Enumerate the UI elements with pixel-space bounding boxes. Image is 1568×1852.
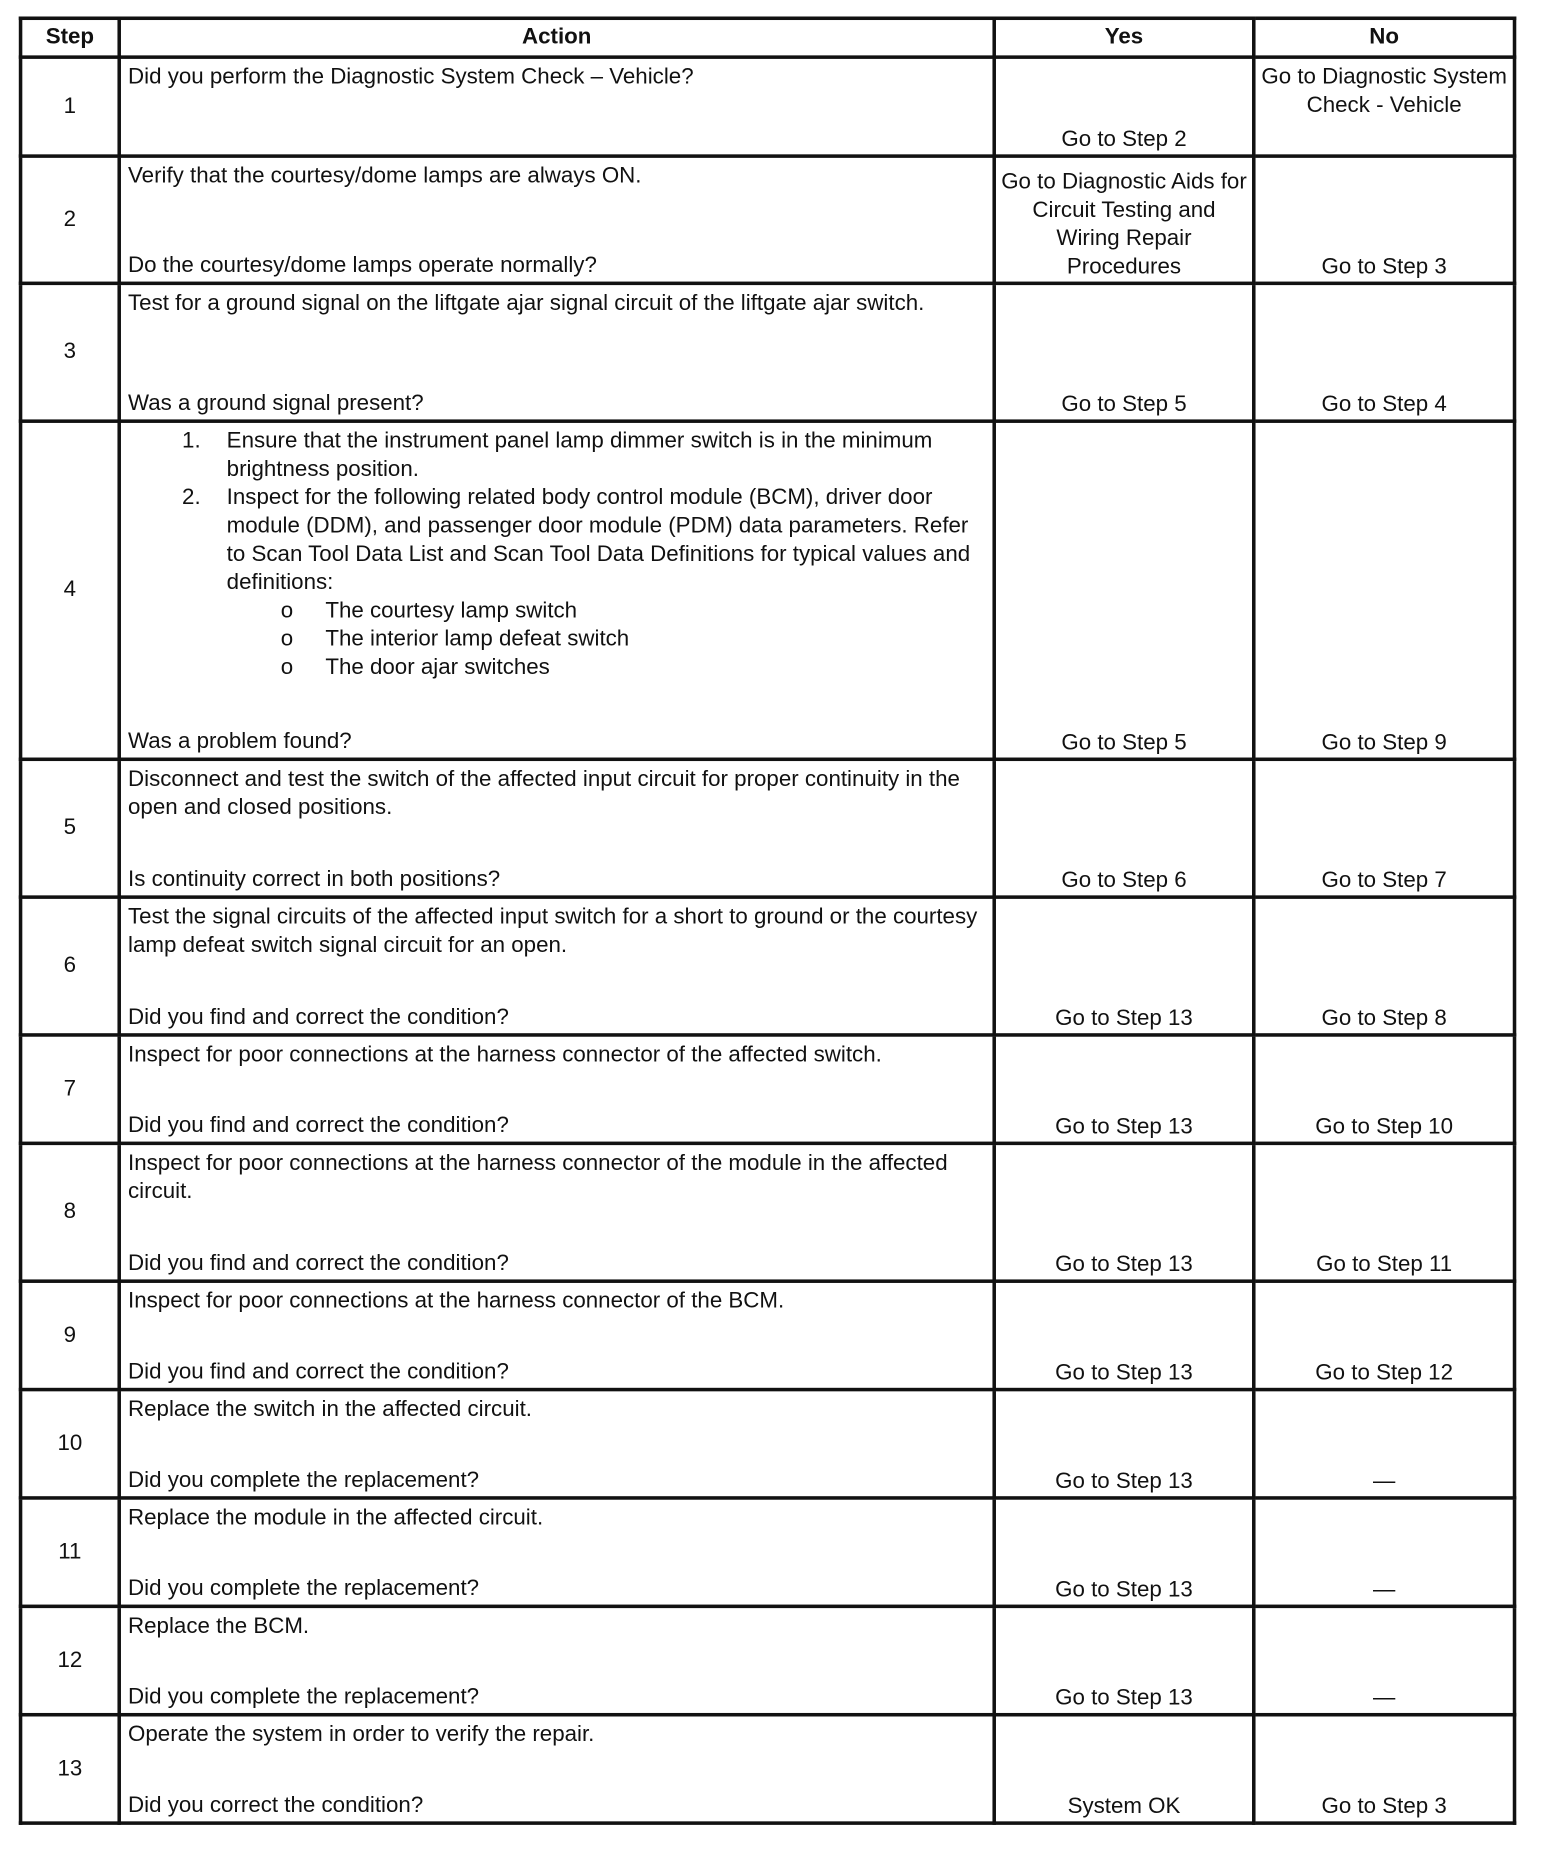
action-cell <box>119 1390 994 1498</box>
step-number: 3 <box>21 283 120 421</box>
no-cell <box>1254 283 1515 421</box>
action-question: Did you find and correct the condition? <box>128 1113 509 1139</box>
action-question: Did you complete the replacement? <box>128 1684 480 1710</box>
table-row <box>21 1715 1515 1823</box>
no-result: — <box>1372 1469 1396 1494</box>
action-instruction: Replace the BCM. <box>128 1613 310 1639</box>
yes-result: Go to Step 5 <box>1061 392 1187 418</box>
no-result: Go to Step 4 <box>1321 392 1447 418</box>
step-number: 8 <box>21 1143 120 1281</box>
step-number: 7 <box>21 1035 120 1143</box>
action-cell <box>119 156 994 283</box>
action-question: Was a ground signal present? <box>128 391 424 416</box>
procedure-item <box>182 428 985 485</box>
action-cell <box>119 897 994 1035</box>
action-question: Is continuity correct in both positions? <box>128 867 501 892</box>
no-result: — <box>1372 1685 1396 1711</box>
yes-result: Go to Step 13 <box>1055 1360 1193 1386</box>
yes-cell <box>994 57 1254 156</box>
step-number: 1 <box>21 57 120 156</box>
action-cell <box>119 1606 994 1714</box>
no-result: Go to Step 8 <box>1321 1006 1447 1031</box>
yes-result: Go to Step 6 <box>1061 868 1187 893</box>
action-instruction: Replace the switch in the affected circuit. <box>128 1397 532 1422</box>
action-instruction: Inspect for poor connections at the harness connector of the affected switch. <box>128 1042 882 1068</box>
no-cell <box>1254 1390 1515 1498</box>
no-cell <box>1254 1498 1515 1606</box>
header-action: Action <box>119 18 994 57</box>
action-instruction: Inspect for poor connections at the harness connector of the module in the affected circuit. <box>128 1151 948 1205</box>
header-no: No <box>1254 18 1515 57</box>
step-number: 4 <box>21 421 120 759</box>
action-instruction: Operate the system in order to verify the repair. <box>128 1722 595 1748</box>
table-row <box>21 1606 1515 1714</box>
no-result: Go to Diagnostic System Check - Vehicle <box>1261 64 1507 118</box>
yes-result: Go to Step 13 <box>1055 1469 1193 1494</box>
bullet-icon: o <box>280 598 294 624</box>
yes-result: Go to Step 13 <box>1055 1114 1193 1140</box>
sub-item-text: The courtesy lamp switch <box>325 598 578 624</box>
step-number: 6 <box>21 897 120 1035</box>
table-row <box>21 1498 1515 1606</box>
yes-cell <box>994 897 1254 1035</box>
no-cell <box>1254 1715 1515 1823</box>
yes-result: Go to Step 5 <box>1061 730 1187 756</box>
sub-item <box>281 597 986 625</box>
table-row <box>21 1035 1515 1143</box>
yes-result: Go to Step 2 <box>1061 127 1187 152</box>
step-number: 5 <box>21 759 120 897</box>
yes-result: System OK <box>1067 1794 1181 1819</box>
action-question: Was a problem found? <box>128 729 352 754</box>
action-cell <box>119 57 994 156</box>
sub-list <box>227 597 986 682</box>
header-yes: Yes <box>994 18 1254 57</box>
yes-result: Go to Step 13 <box>1055 1006 1193 1031</box>
no-cell <box>1254 421 1515 759</box>
action-instruction: Test the signal circuits of the affected input switch for a short to ground or the courtesy lamp defeat switch signal circuit for an open. <box>128 904 978 958</box>
yes-result: Go to Step 13 <box>1055 1685 1193 1711</box>
no-cell <box>1254 1606 1515 1714</box>
no-result: — <box>1372 1577 1396 1603</box>
table-row <box>21 57 1515 156</box>
no-cell <box>1254 1143 1515 1281</box>
yes-cell <box>994 1606 1254 1714</box>
no-result: Go to Step 3 <box>1321 1794 1447 1819</box>
action-instruction: Replace the module in the affected circuit. <box>128 1505 544 1531</box>
sub-item-text: The interior lamp defeat switch <box>325 626 630 652</box>
no-result: Go to Step 11 <box>1316 1252 1453 1278</box>
table-row <box>21 156 1515 283</box>
no-result: Go to Step 10 <box>1315 1114 1454 1140</box>
action-instruction: Test for a ground signal on the liftgate ajar signal circuit of the liftgate ajar switch. <box>128 290 925 316</box>
yes-result: Go to Step 13 <box>1055 1577 1193 1603</box>
step-number: 9 <box>21 1281 120 1389</box>
sub-item <box>281 626 986 654</box>
no-cell <box>1254 759 1515 897</box>
yes-cell <box>994 283 1254 421</box>
yes-result: Go to Step 13 <box>1055 1252 1193 1278</box>
table-row <box>21 421 1515 759</box>
no-cell <box>1254 156 1515 283</box>
step-number: 13 <box>21 1715 120 1823</box>
action-cell <box>119 1143 994 1281</box>
no-cell <box>1254 57 1515 156</box>
action-instruction: Verify that the courtesy/dome lamps are always ON. <box>128 163 642 189</box>
no-cell <box>1254 1035 1515 1143</box>
table-row <box>21 1143 1515 1281</box>
action-question: Did you complete the replacement? <box>128 1576 480 1602</box>
procedure-number: 1. <box>182 428 201 454</box>
header-step: Step <box>21 18 120 57</box>
action-question: Do the courtesy/dome lamps operate normally? <box>128 253 597 279</box>
no-result: Go to Step 7 <box>1321 868 1447 893</box>
yes-cell <box>994 1281 1254 1389</box>
sub-item <box>281 654 986 682</box>
step-number: 12 <box>21 1606 120 1714</box>
action-instruction: Inspect for poor connections at the harness connector of the BCM. <box>128 1288 785 1314</box>
no-result: Go to Step 9 <box>1321 730 1447 756</box>
table-row <box>21 283 1515 421</box>
yes-cell <box>994 1035 1254 1143</box>
yes-cell <box>994 156 1254 283</box>
yes-cell <box>994 759 1254 897</box>
procedure-item <box>182 484 985 682</box>
procedure-text: Ensure that the instrument panel lamp dimmer switch is in the minimum brightness position. <box>226 428 933 482</box>
action-instruction: Did you perform the Diagnostic System Check – Vehicle? <box>128 64 694 90</box>
yes-cell <box>994 1143 1254 1281</box>
step-number: 11 <box>21 1498 120 1606</box>
action-question: Did you find and correct the condition? <box>128 1359 509 1385</box>
action-instruction: Disconnect and test the switch of the affected input circuit for proper continuity in the open and closed positions. <box>128 766 960 820</box>
yes-cell <box>994 1715 1254 1823</box>
yes-result: Go to Diagnostic Aids for Circuit Testing and Wiring Repair Procedures <box>1001 169 1247 280</box>
table-row <box>21 897 1515 1035</box>
procedure-text: Inspect for the following related body control module (BCM), driver door module (DDM), and passenger door module (PDM) data parameters. Refer to Scan Tool Data List and Scan Tool Data Definitions for typical values and definitions: <box>226 485 971 595</box>
no-result: Go to Step 12 <box>1315 1360 1454 1386</box>
action-cell <box>119 1281 994 1389</box>
action-question: Did you correct the condition? <box>128 1793 424 1818</box>
no-result: Go to Step 3 <box>1321 254 1447 280</box>
table-row <box>21 1281 1515 1389</box>
action-cell <box>119 1715 994 1823</box>
step-number: 2 <box>21 156 120 283</box>
action-question: Did you complete the replacement? <box>128 1467 480 1493</box>
action-cell <box>119 1498 994 1606</box>
yes-cell <box>994 1390 1254 1498</box>
action-cell <box>119 759 994 897</box>
procedure-block <box>128 428 985 682</box>
no-cell <box>1254 1281 1515 1389</box>
header-row <box>21 18 1515 57</box>
action-question: Did you find and correct the condition? <box>128 1004 509 1030</box>
yes-cell <box>994 421 1254 759</box>
sub-item-text: The door ajar switches <box>325 655 550 680</box>
action-cell <box>119 1035 994 1143</box>
procedure-number: 2. <box>182 485 201 511</box>
action-cell <box>119 421 994 759</box>
step-number: 10 <box>21 1390 120 1498</box>
no-cell <box>1254 897 1515 1035</box>
diagnostic-table <box>19 16 1516 1824</box>
table-row <box>21 759 1515 897</box>
procedure-list <box>128 428 985 682</box>
bullet-icon: o <box>280 626 294 652</box>
action-cell <box>119 283 994 421</box>
table-row <box>21 1390 1515 1498</box>
action-question: Did you find and correct the condition? <box>128 1251 509 1276</box>
yes-cell <box>994 1498 1254 1606</box>
bullet-icon: o <box>280 655 294 680</box>
